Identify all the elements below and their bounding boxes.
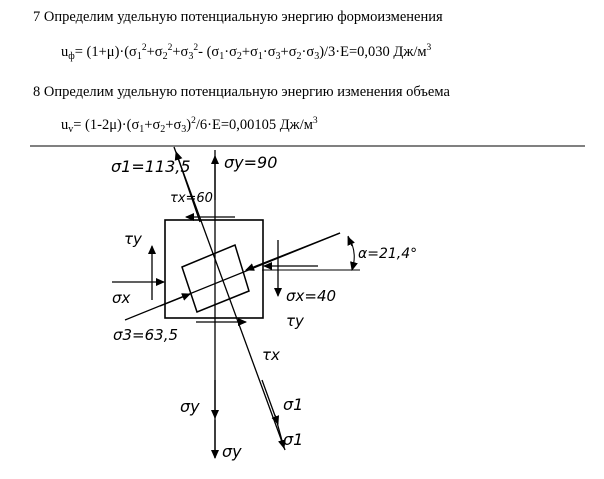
formula-volume-change-energy: $u_v= (1-2\mu)\cdot(\sigma_1+\sigma_2+\sigma_3)^2/6\cdot E=0,00105$ $Дж/м^3$ [61,116,318,135]
label-tau-y-left: τy [124,230,142,248]
stress-state-sketch [0,138,604,479]
sigma3-right-arrow [246,233,340,270]
formula-shape-change-energy: $u_ф= (1+\mu)\cdot(\sigma_1^2+\sigma_2^2+\sigma_3^2-$ $(\sigma_1\cdot\sigma_2+\sigma_1\cdot\sigma_3+\sigma_2\cdot\sigma_3)/3\cdot E=0,030$ $Дж/м^3$ [61,43,432,62]
label-sigma1-mid: σ1 [283,395,304,414]
label-sigma-y-bottom: σy [222,442,242,461]
label-tau-x-bottom: τx [262,346,280,364]
label-sigma1-value: σ1=113,5 [111,157,191,176]
label-alpha: α=21,4° [358,246,418,262]
step8-heading: 8 Определим удельную потенциальную энергию изменения объема [33,84,450,100]
label-sigma-x-right: σx=40 [286,287,337,305]
label-tau-y-right: τy [286,312,304,330]
label-sigma-y-value: σy=90 [224,153,278,172]
label-sigma1-bottom: σ1 [283,430,304,449]
label-sigma-y-mid: σy [180,397,200,416]
label-tau-x-top: τx=60 [170,191,213,206]
label-sigma3-value: σ3=63,5 [113,326,179,344]
label-sigma-x-left: σx [112,289,131,307]
step7-heading: 7 Определим удельную потенциальную энергию формоизменения [33,9,443,25]
